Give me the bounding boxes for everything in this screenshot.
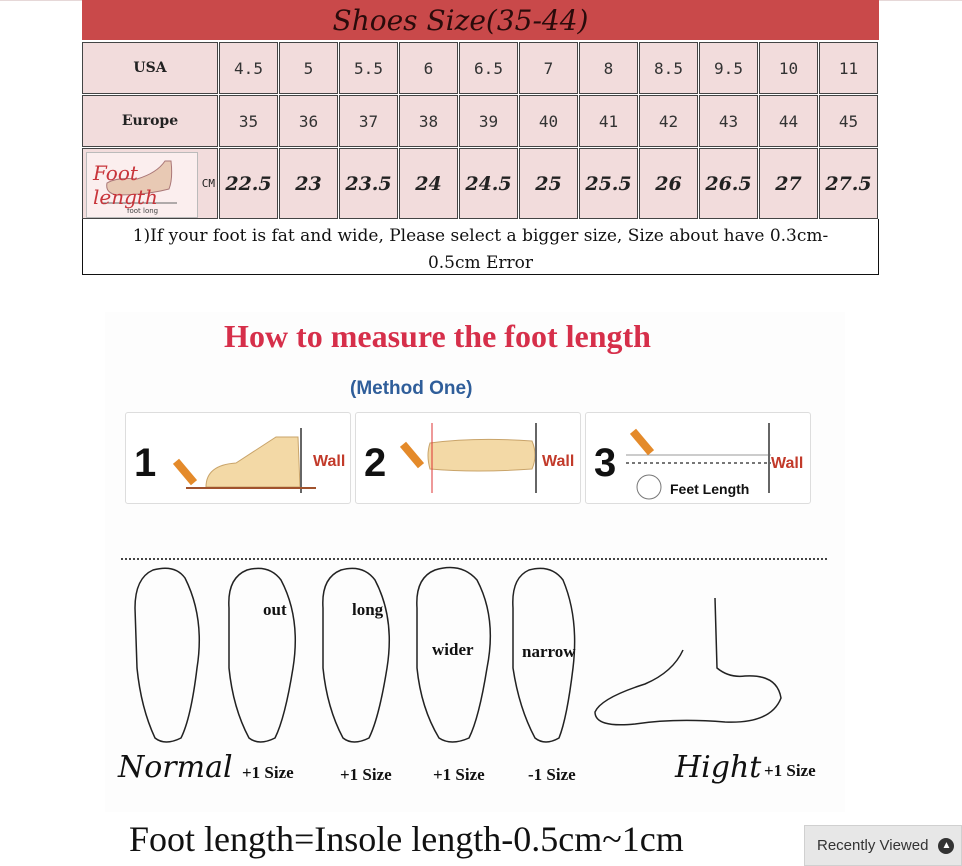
size-cell: 26: [639, 148, 698, 219]
size-cell: 39: [459, 95, 518, 147]
size-cell: 35: [219, 95, 278, 147]
size-cell: 25: [519, 148, 578, 219]
size-cell: 5: [279, 42, 338, 94]
foot-shapes-illustration: [105, 558, 845, 768]
size-cell: 6.5: [459, 42, 518, 94]
row-label-europe: Europe: [82, 95, 218, 147]
measure-guide: [105, 312, 845, 812]
foot-hight-size: +1 Size: [764, 761, 816, 780]
foot-normal-caption: Normal: [118, 750, 233, 785]
size-note: 1)If your foot is fat and wide, Please select a bigger size, Size about have 0.3cm-0.5cm Error: [82, 219, 879, 275]
foot-long-size: +1 Size: [340, 765, 392, 784]
method-label: (Method One): [350, 378, 473, 399]
size-cell: 4.5: [219, 42, 278, 94]
size-cell: 43: [699, 95, 758, 147]
foot-hight-caption: Hight: [675, 750, 762, 785]
size-cell: 9.5: [699, 42, 758, 94]
foot-wider-size: +1 Size: [433, 765, 485, 784]
size-cell: 42: [639, 95, 698, 147]
recently-viewed-label: Recently Viewed: [817, 837, 929, 854]
foot-out-caption: out: [263, 600, 287, 619]
row-label-foot-length: [82, 148, 218, 219]
size-cell: 37: [339, 95, 398, 147]
size-cell: 25.5: [579, 148, 638, 219]
chevron-up-icon: ▲: [938, 838, 954, 854]
size-cell: 8: [579, 42, 638, 94]
row-label-usa: USA: [82, 42, 218, 94]
foot-length-image-text: Foot length: [93, 161, 158, 209]
recently-viewed-button[interactable]: [804, 825, 962, 866]
step-3-wall-label: Wall: [771, 455, 804, 472]
step-1-number: 1: [134, 441, 157, 485]
step-1-wall-label: Wall: [313, 453, 346, 470]
size-cell: 8.5: [639, 42, 698, 94]
foot-length-formula: Foot length=Insole length-0.5cm~1cm: [129, 819, 684, 859]
size-cell: 41: [579, 95, 638, 147]
size-cell: 27.5: [819, 148, 878, 219]
step-2-number: 2: [364, 441, 387, 485]
step-2-wall-label: Wall: [542, 453, 575, 470]
step-2-panel: [355, 412, 581, 504]
size-cell: 10: [759, 42, 818, 94]
size-cell: 23.5: [339, 148, 398, 219]
size-cell: 40: [519, 95, 578, 147]
size-cell: 6: [399, 42, 458, 94]
size-cell: 44: [759, 95, 818, 147]
foot-out-size: +1 Size: [242, 763, 294, 782]
foot-wider-caption: wider: [432, 640, 474, 659]
size-cell: 24: [399, 148, 458, 219]
size-cell: 7: [519, 42, 578, 94]
step-1-panel: [125, 412, 351, 504]
size-chart: [82, 0, 879, 275]
size-cell: 45: [819, 95, 878, 147]
size-cell: 24.5: [459, 148, 518, 219]
size-cell: 26.5: [699, 148, 758, 219]
size-cell: 38: [399, 95, 458, 147]
feet-length-label: Feet Length: [670, 481, 750, 497]
size-cell: 22.5: [219, 148, 278, 219]
unit-cm: CM: [201, 177, 215, 190]
size-cell: 36: [279, 95, 338, 147]
foot-long-caption: long: [352, 600, 384, 619]
step-3-number: 3: [594, 441, 617, 485]
size-cell: 27: [759, 148, 818, 219]
size-cell: 5.5: [339, 42, 398, 94]
foot-narrow-caption: narrow: [522, 642, 576, 661]
foot-length-image: [86, 152, 198, 218]
size-chart-title: Shoes Size(35-44): [82, 0, 879, 40]
step-3-panel: [585, 412, 811, 504]
svg-text:foot long: foot long: [127, 207, 159, 215]
size-cell: 11: [819, 42, 878, 94]
foot-narrow-size: -1 Size: [528, 765, 576, 784]
guide-title: How to measure the foot length: [224, 318, 651, 354]
size-cell: 23: [279, 148, 338, 219]
